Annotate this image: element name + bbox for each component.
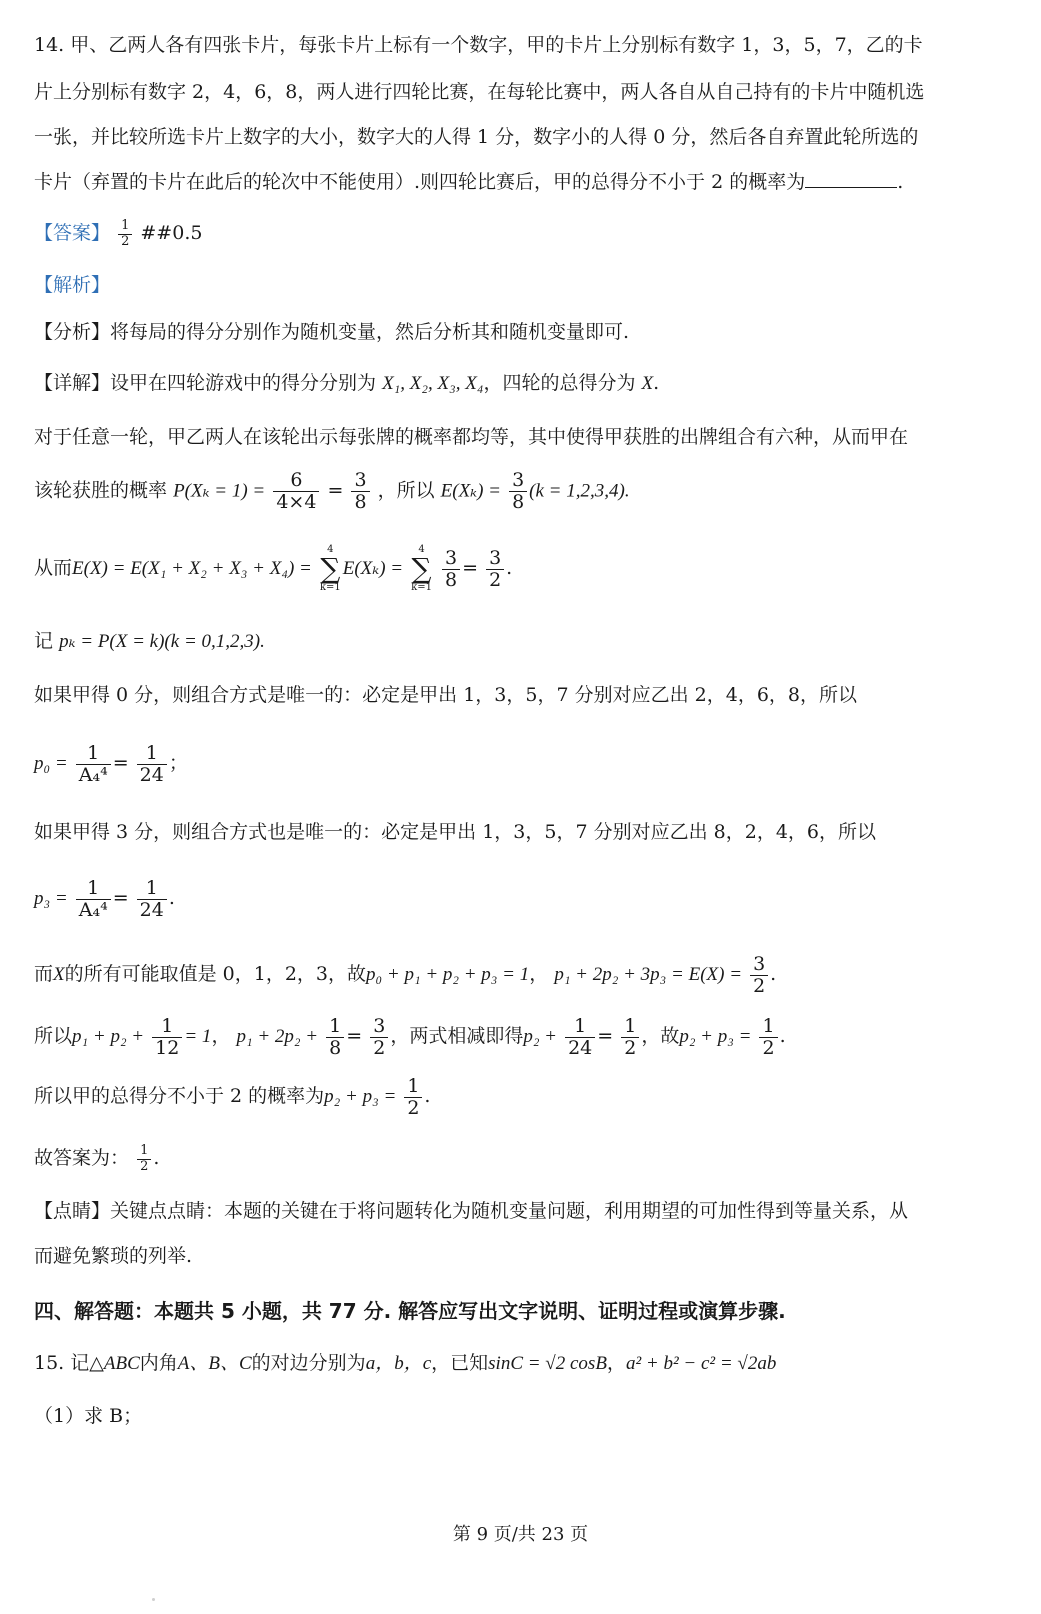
p6-line [34, 952, 1001, 997]
xiangjie-tag: 【详解】 [34, 372, 111, 394]
xiangjie-line [34, 368, 1001, 399]
q15-text-c: 的对边分别为 [251, 1352, 366, 1374]
p7-frac-1 [152, 1016, 182, 1059]
p2-text: 从而 [34, 557, 73, 579]
answer-alt: ##0.5 [140, 222, 203, 244]
p8-text: 所以甲的总得分不小于 2 的概率为 [34, 1085, 325, 1107]
p8-f-num: 1 [404, 1076, 422, 1098]
p7-text-a: 所以 [34, 1025, 73, 1047]
answer-blank [805, 167, 897, 188]
p6-var: X [53, 964, 65, 985]
q14-line-4-end: . [897, 171, 904, 193]
q14-line-2: 片上分别标有数字 2，4，6，8，两人进行四轮比赛，在每轮比赛中，两人各自从自己持有的卡片中随机选 [34, 81, 925, 103]
p4-frac-1 [76, 743, 111, 786]
p8-f-den: 2 [407, 1096, 420, 1119]
p2-frac-2 [486, 548, 504, 591]
dianjing-line-2: 而避免繁琐的列举. [34, 1245, 193, 1267]
xiangjie-text-c: . [653, 372, 660, 394]
p4-text: 如果甲得 0 分，则组合方式是唯一的：必定是甲出 1，3，5，7 分别对应乙出 2，4，6，8，所以 [34, 684, 857, 706]
p5-f1-num: 1 [76, 878, 111, 900]
q15-text-b: 内角 [139, 1352, 178, 1374]
p9-text: 故答案为： [34, 1147, 130, 1169]
xiangjie-text-a: 设甲在四轮游戏中的得分分别为 [110, 372, 377, 394]
p1-frac-1 [273, 470, 319, 513]
p6-text-a: 而 [34, 963, 54, 985]
p1-line-2 [34, 470, 1001, 513]
p9-frac [137, 1144, 151, 1174]
q15-sides: a，b，c [365, 1353, 432, 1374]
xiangjie-text-b: ，四轮的总得分为 [483, 372, 636, 394]
p7-text-c: ，故 [641, 1025, 680, 1047]
fenxi-tag: 【分析】 [34, 321, 111, 343]
p7-expr-4: p₂ + p₃ = [679, 1026, 752, 1047]
p8-expr: p₂ + p₃ = [324, 1086, 397, 1107]
p4-f2-num: 1 [137, 743, 167, 765]
answer-line [34, 218, 1001, 249]
p7-sep: ， [211, 1025, 231, 1047]
xiangjie-vars: X₁, X₂, X₃, X₄ [382, 373, 484, 394]
p1-frac-3 [509, 470, 527, 513]
p7-f3-den: 2 [373, 1036, 386, 1059]
p7-frac-5 [621, 1016, 639, 1059]
q14-line-4 [34, 167, 1001, 197]
scan-artifact [152, 1598, 155, 1601]
p5-f2-num: 1 [137, 878, 167, 900]
p6-expr-2: p₁ + 2p₂ + 3p₃ = E(X) = [554, 964, 743, 985]
p7-f6-den: 2 [762, 1036, 775, 1059]
p3-expr: pₖ = P(X = k)(k = 0,1,2,3). [59, 631, 265, 652]
p7-expr-1: p₁ + p₂ + [72, 1026, 145, 1047]
p9-f-num: 1 [137, 1144, 151, 1159]
p1-expr-3: (k = 1,2,3,4). [529, 480, 630, 502]
p5-text: 如果甲得 3 分，则组合方式也是唯一的：必定是甲出 1，3，5，7 分别对应乙出 8，2，4，6，所以 [34, 821, 876, 843]
fenxi-line [34, 317, 1001, 347]
q15-triangle: △ABC [89, 1353, 140, 1374]
p6-end: . [770, 963, 777, 985]
q15-condition-2: a² + b² − c² = √2ab [625, 1353, 777, 1374]
p1-f3-den: 8 [512, 490, 525, 513]
p7-f3-num: 3 [370, 1016, 388, 1038]
p4-f1-num: 1 [76, 743, 111, 765]
p6-text-b: 的所有可能取值是 0，1，2，3，故 [64, 963, 367, 985]
p2-expr-2: E(Xₖ) = [342, 558, 404, 579]
p3-text: 记 [34, 630, 54, 652]
p7-f5-num: 1 [621, 1016, 639, 1038]
p1-frac-2 [351, 470, 369, 513]
p7-f6-num: 1 [759, 1016, 777, 1038]
p1-text-a: 该轮获胜的概率 [34, 479, 168, 502]
p2-f2-num: 3 [486, 548, 504, 570]
p2-f1-den: 8 [445, 568, 458, 591]
sum-2-top: 4 [418, 544, 425, 555]
p4-end: ； [168, 752, 188, 774]
p8-line [34, 1074, 1001, 1119]
dianjing-tag: 【点睛】 [34, 1200, 111, 1222]
p7-f4-den: 24 [568, 1036, 593, 1059]
p7-f1-num: 1 [152, 1016, 182, 1038]
p5-end: . [168, 887, 175, 909]
p1-f3-num: 3 [509, 470, 527, 492]
section-heading: 四、解答题：本题共 5 小题，共 77 分. 解答应写出文字说明、证明过程或演算步骤. [34, 1299, 786, 1323]
p1-f2-num: 3 [351, 470, 369, 492]
p8-frac [404, 1076, 422, 1119]
p9-f-den: 2 [140, 1158, 149, 1174]
p5-lhs: p₃ = [34, 888, 68, 909]
p9-end: . [153, 1147, 160, 1169]
p7-f2-den: 8 [329, 1036, 342, 1059]
p5-formula: p₃ = $\frac{1}{\text{A₄⁴}}$ = $\frac{1}{24}$ . [34, 876, 175, 921]
p2-f1-num: 3 [442, 548, 460, 570]
p1-expr-1: P(Xₖ = 1) = [173, 480, 266, 502]
p4-frac-2 [137, 743, 167, 786]
analysis-tag: 【解析】 [34, 274, 111, 296]
p7-frac-2 [326, 1016, 344, 1059]
q15-part-1: （1）求 B； [34, 1405, 143, 1427]
p7-f2-num: 1 [326, 1016, 344, 1038]
p7-expr-1b: = 1 [184, 1026, 212, 1047]
q15-condition-1: sinC = √2 cosB [488, 1353, 607, 1374]
p3-line [34, 626, 1001, 657]
answer-frac-num: 1 [118, 219, 132, 234]
sum-2-bottom: k=1 [411, 582, 432, 593]
p2-end: . [506, 557, 513, 579]
p1-f2-den: 8 [354, 490, 367, 513]
q15-sep: ， [606, 1352, 626, 1374]
dianjing-text-1: 关键点点睛：本题的关键在于将问题转化为随机变量问题，利用期望的可加性得到等量关系，从 [110, 1200, 909, 1222]
p6-sep: ， [529, 963, 549, 985]
p5-frac-1 [76, 878, 111, 921]
p7-expr-2: p₁ + 2p₂ + [236, 1026, 319, 1047]
q15-text-a: 15. 记 [34, 1352, 90, 1374]
p7-f4-num: 1 [565, 1016, 595, 1038]
q14-line-1: 14. 甲、乙两人各有四张卡片，每张卡片上标有一个数字，甲的卡片上分别标有数字 1，3，5，7，乙的卡 [34, 34, 923, 56]
p1-f1-den: 4×4 [276, 490, 317, 513]
p4-lhs: p₀ = [34, 753, 68, 774]
p6-f-den: 2 [753, 974, 766, 997]
sum-symbol-1: 4 ∑ k=1 [319, 544, 341, 593]
p2-f2-den: 2 [489, 568, 502, 591]
p2-expr-1: E(X) = E(X₁ + X₂ + X₃ + X₄) = [72, 558, 312, 579]
p5-f2-den: 24 [139, 898, 164, 921]
p8-end: . [424, 1085, 431, 1107]
q15-angles: A、B、C [177, 1353, 252, 1374]
p7-text-b: ，两式相减即得 [390, 1025, 524, 1047]
p1-line-1: 对于任意一轮，甲乙两人在该轮出示每张牌的概率都均等，其中使得甲获胜的出牌组合有六种，从而甲在 [34, 426, 909, 448]
p4-f1-den: A₄⁴ [78, 763, 108, 786]
sum-1-top: 4 [327, 544, 334, 555]
sum-1-bottom: k=1 [319, 582, 341, 593]
p4-formula: p₀ = $\frac{1}{\text{A₄⁴}}$ = $\frac{1}{24}$ ； [34, 741, 188, 786]
p7-end: . [779, 1025, 786, 1047]
p6-f-num: 3 [750, 954, 768, 976]
p5-frac-2 [137, 878, 167, 921]
sum-symbol-2: 4 ∑ k=1 [411, 544, 432, 593]
q15-text-d: ，已知 [431, 1352, 489, 1374]
p7-frac-6 [759, 1016, 777, 1059]
p6-frac [750, 954, 768, 997]
q15-line [34, 1348, 1001, 1379]
p7-frac-3 [370, 1016, 388, 1059]
p1-f1-num: 6 [273, 470, 319, 492]
q14-line-4-text: 卡片（弃置的卡片在此后的轮次中不能使用）.则四轮比赛后，甲的总得分不小于 2 的概率为 [34, 171, 806, 193]
q14-line-3: 一张，并比较所选卡片上数字的大小，数字大的人得 1 分，数字小的人得 0 分，然后各自弃置此轮所选的 [34, 126, 919, 148]
p6-expr-1: p₀ + p₁ + p₂ + p₃ = 1 [366, 964, 530, 985]
p9-line [34, 1140, 1001, 1176]
answer-tag: 【答案】 [34, 222, 111, 244]
p2-line: 从而E(X) = E(X₁ + X₂ + X₃ + X₄) = 4 ∑ k=1 E(Xₖ) = 4 ∑ k=1 $\frac{3}{8}$ = $\frac{3}{2}$ . [34, 544, 513, 593]
p7-f5-den: 2 [624, 1036, 637, 1059]
page-footer: 第 9 页/共 23 页 [452, 1524, 589, 1545]
answer-frac-den: 2 [121, 233, 130, 249]
p1-expr-2: E(Xₖ) = [440, 480, 502, 502]
dianjing-line-1 [34, 1196, 1001, 1226]
p5-f1-den: A₄⁴ [78, 898, 108, 921]
p7-expr-3: p₂ + [523, 1026, 558, 1047]
p7-line: 所以p₁ + p₂ + $\frac{1}{12}$ = 1， p₁ + 2p₂ + $\frac{1}{8}$ = $\frac{3}{2}$ ，两式相减即得p₂ + $\frac{1}{24}$ = $\frac{1}{2}$ ，故p₂ + p₃ = $\frac{1}{2}$ . [34, 1014, 786, 1059]
p4-f2-den: 24 [139, 763, 164, 786]
answer-fraction [118, 219, 132, 249]
p2-frac-1 [442, 548, 460, 591]
fenxi-text: 将每局的得分分别作为随机变量，然后分析其和随机变量即可. [110, 321, 630, 343]
xiangjie-var-x: X [641, 373, 654, 394]
p1-text-b: ，所以 [377, 479, 435, 502]
p1-eq: = [327, 479, 344, 502]
p7-f1-den: 12 [155, 1036, 180, 1059]
p7-frac-4 [565, 1016, 595, 1059]
